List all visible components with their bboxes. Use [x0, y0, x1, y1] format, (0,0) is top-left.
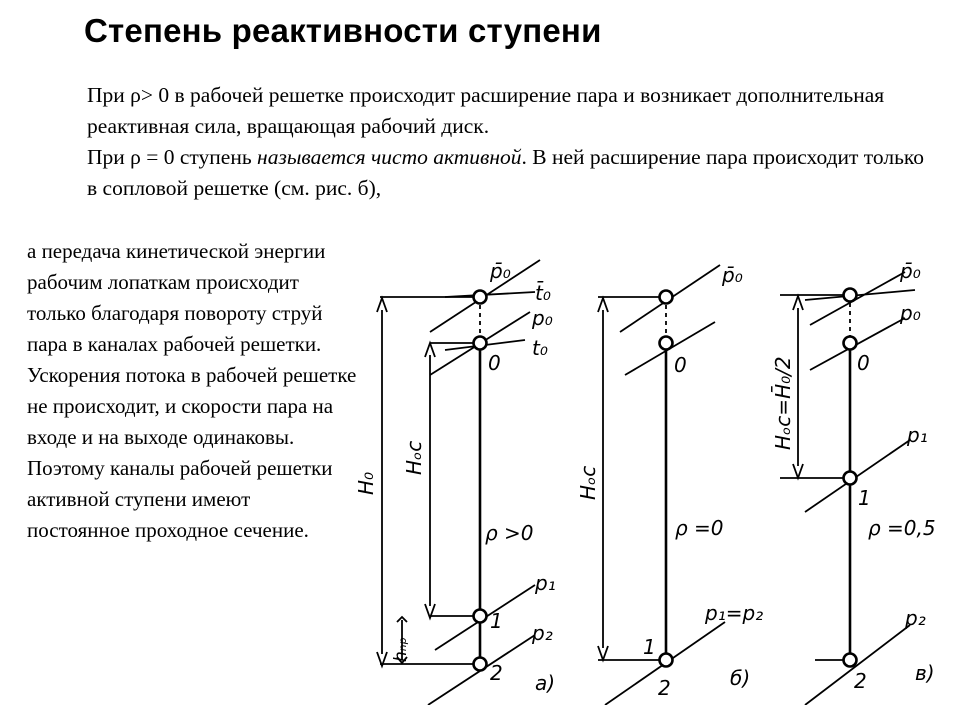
side-paragraph: а передача кинетической энергии рабочим лопаткам происходит только благодаря повороту струй пара в каналах рабочей решетки. Ускорения потока в рабочей решетке не происходит, и скорости пара на входе и на выходе одинаковы. Поэтому каналы рабочей решетки активной ступени имеют постоянное проходное сечение.: [27, 239, 357, 542]
intro-emphasis: называется чисто активной: [257, 145, 522, 169]
caption-b: б): [730, 666, 751, 690]
label-p0bar-a: p̄₀: [490, 259, 511, 283]
label-point1-b: 1: [643, 635, 656, 659]
label-Hoc-eq-c: Hₒc=H̄₀/2: [771, 356, 795, 450]
panel-c: [780, 272, 915, 705]
hs-diagram-figure: [340, 250, 950, 705]
label-point0-c: 0: [857, 351, 870, 375]
label-t0-a: t₀: [532, 336, 548, 360]
label-point0-a: 0: [488, 351, 501, 375]
label-t0bar-a: t̄₀: [535, 281, 551, 305]
label-Hoc-a: Hₒc: [402, 440, 426, 475]
label-p2-c: p₂: [905, 606, 926, 630]
label-point0-b: 0: [674, 353, 687, 377]
label-p2-a: p₂: [532, 621, 553, 645]
caption-a: а): [535, 671, 556, 695]
label-p1-c: p₁: [907, 423, 928, 447]
label-point1-a: 1: [490, 609, 503, 633]
label-H0-a: H₀: [354, 471, 378, 495]
side-text: [27, 236, 357, 546]
label-point2-c: 2: [854, 669, 867, 693]
label-point2-a: 2: [490, 661, 503, 685]
intro-paragraph-2: [87, 142, 937, 204]
intro-text: [87, 80, 937, 204]
label-rho-a: ρ >0: [485, 521, 534, 545]
intro-paragraph-1: При ρ> 0 в рабочей решетке происходит расширение пара и возникает дополнительная реактивная сила, вращающая рабочий диск.: [87, 83, 885, 138]
caption-c: в): [915, 661, 935, 685]
label-p0bar-c: p̄₀: [900, 259, 921, 283]
label-rho-b: ρ =0: [675, 516, 724, 540]
panel-b: [598, 265, 725, 705]
label-p0bar-b: p̄₀: [722, 263, 743, 287]
label-hnp-a: hₙₚ: [391, 637, 411, 662]
label-p0-a: p₀: [532, 306, 553, 330]
label-p1-a: p₁: [535, 571, 556, 595]
label-Hoc-b: Hₒc: [576, 465, 600, 500]
label-p0-c: p₀: [900, 301, 921, 325]
label-rho-c: ρ =0,5: [868, 516, 936, 540]
label-point1-c: 1: [858, 486, 871, 510]
intro-paragraph-2-start: При ρ = 0 ступень: [87, 145, 258, 169]
slide-title: Степень реактивности ступени: [84, 12, 602, 49]
label-point2-b: 2: [658, 676, 671, 700]
label-p1p2-b: p₁=p₂: [705, 601, 764, 625]
intro-paragraph-2-end: . В ней расширение пара происходит только в сопловой решетке (см. рис. б),: [87, 145, 925, 200]
